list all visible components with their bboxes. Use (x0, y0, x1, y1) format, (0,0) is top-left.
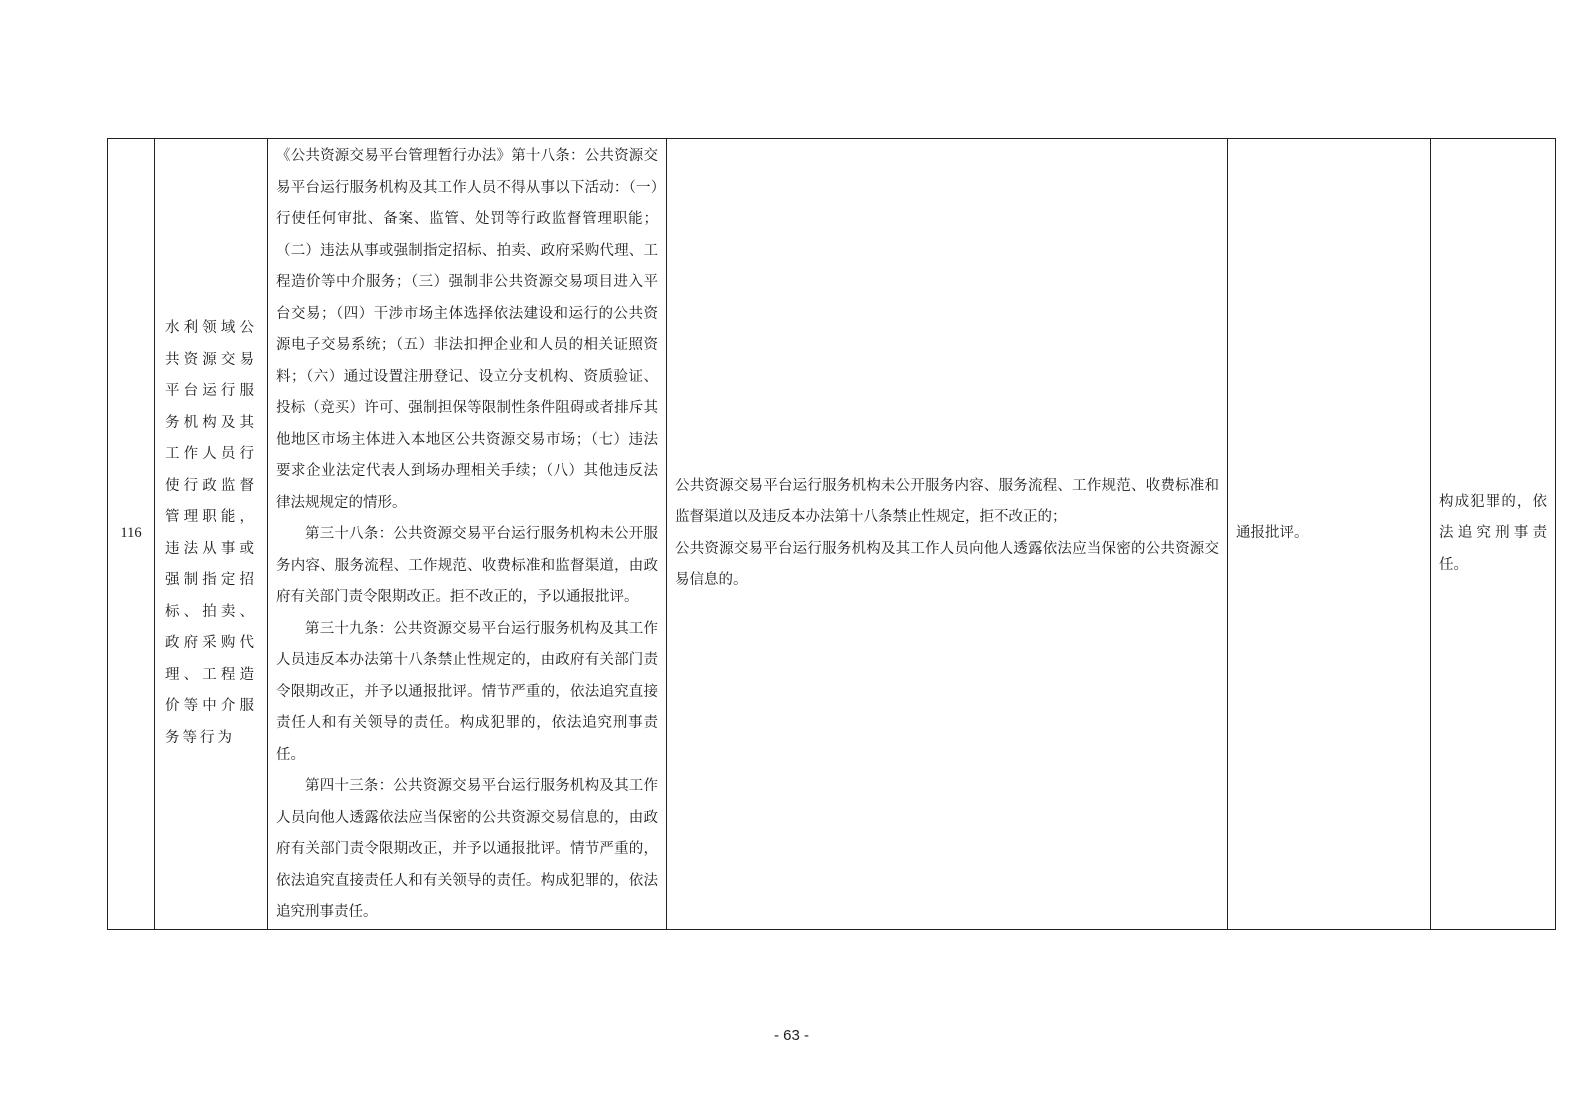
penalty-text: 通报批评。 (1236, 525, 1309, 541)
note-text: 构成犯罪的，依法追究刑事责任。 (1439, 493, 1547, 573)
basis-paragraph: 《公共资源交易平台管理暂行办法》第十八条：公共资源交易平台运行服务机构及其工作人员不得从事以下活动：（一）行使任何审批、备案、监管、处罚等行政监督管理职能；（二）违法从事或强制指定招标、拍卖、政府采购代理、工程造价等中介服务；（三）强制非公共资源交易项目进入平台交易；（四）干涉市场主体选择依法建设和运行的公共资源电子交易系统；（五）非法扣押企业和人员的相关证照资料；（六）通过设置注册登记、设立分支机构、资质验证、投标（竞买）许可、强制担保等限制性条件阻碍或者排斥其他地区市场主体进入本地区公共资源交易市场；（七）违法要求企业法定代表人到场办理相关手续；（八）其他违反法律法规规定的情形。 (276, 148, 658, 511)
situation-paragraph: 公共资源交易平台运行服务机构及其工作人员向他人透露依法应当保密的公共资源交易信息的。 (675, 540, 1219, 589)
page-number: - 63 - (773, 1027, 809, 1044)
item-description: 水利领域公共资源交易平台运行服务机构及其工作人员行使行政监督管理职能，违法从事或强制指定招标、拍卖、政府采购代理、工程造价等中介服务等行为 (165, 320, 257, 746)
note-cell (1431, 139, 1556, 930)
legal-basis-cell (268, 139, 667, 930)
table-row (108, 139, 1556, 930)
row-number: 116 (120, 525, 142, 541)
situation-cell (667, 139, 1228, 930)
basis-paragraph: 第四十三条：公共资源交易平台运行服务机构及其工作人员向他人透露依法应当保密的公共资源交易信息的，由政府有关部门责令限期改正，并予以通报批评。情节严重的，依法追究直接责任人和有关领导的责任。构成犯罪的，依法追究刑事责任。 (276, 778, 658, 920)
regulation-table (107, 138, 1556, 930)
basis-paragraph: 第三十八条：公共资源交易平台运行服务机构未公开服务内容、服务流程、工作规范、收费标准和监督渠道，由政府有关部门责令限期改正。拒不改正的，予以通报批评。 (276, 526, 658, 605)
situation-paragraph: 公共资源交易平台运行服务机构未公开服务内容、服务流程、工作规范、收费标准和监督渠道以及违反本办法第十八条禁止性规定，拒不改正的； (675, 477, 1219, 526)
row-number-cell (108, 139, 155, 930)
item-cell (155, 139, 268, 930)
basis-paragraph: 第三十九条：公共资源交易平台运行服务机构及其工作人员违反本办法第十八条禁止性规定的，由政府有关部门责令限期改正，并予以通报批评。情节严重的，依法追究直接责任人和有关领导的责任。构成犯罪的，依法追究刑事责任。 (276, 620, 658, 763)
penalty-cell (1228, 139, 1431, 930)
